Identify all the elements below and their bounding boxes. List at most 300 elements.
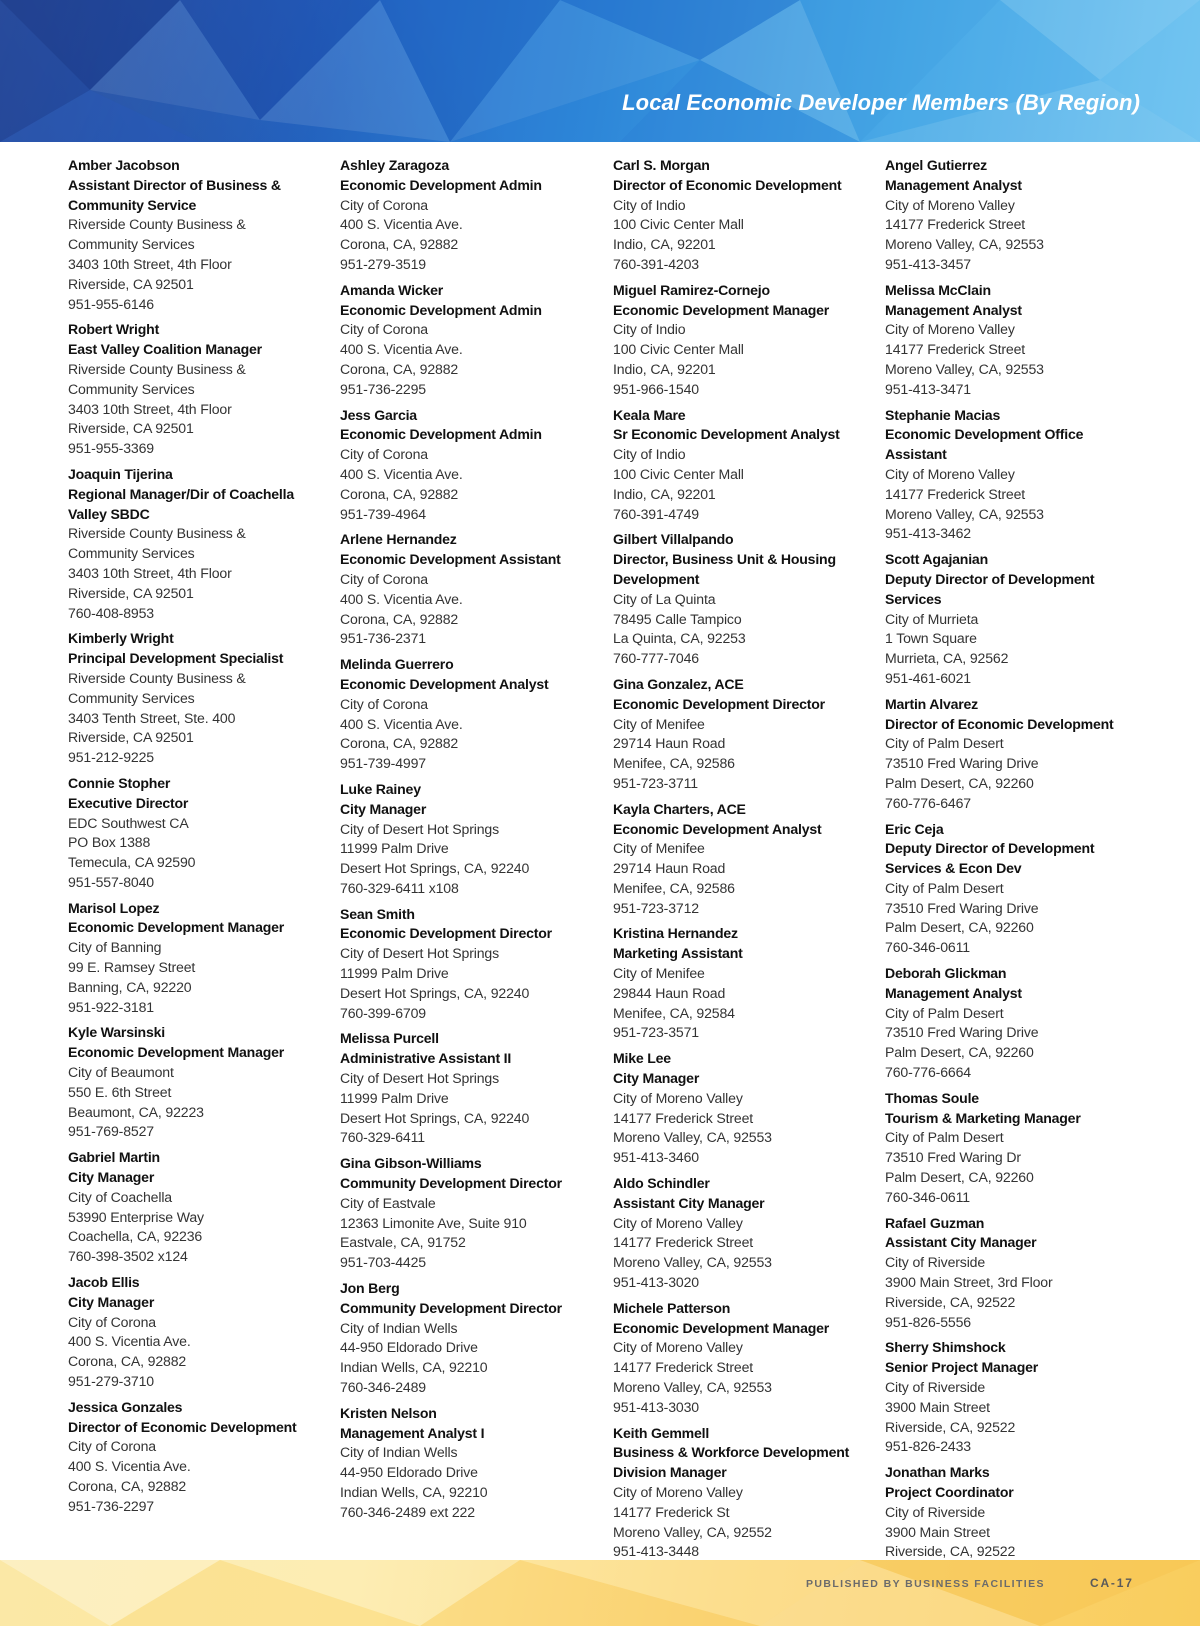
member-phone: 951-736-2297 [68,1497,154,1514]
member-name: Melissa McClain [885,281,991,298]
member-entry [68,899,336,1018]
member-name: Jon Berg [340,1280,400,1297]
member-organization: City of Indio [613,321,686,338]
member-organization: City of Menifee [613,965,705,982]
member-organization: City of Menifee [613,715,705,732]
member-address-line: Moreno Valley, CA, 92553 [885,505,1044,522]
member-address-line: 3403 10th Street, 4th Floor [68,564,232,581]
member-address-line: 78495 Calle Tampico [613,610,742,627]
member-title: Director of Economic Development [885,715,1114,732]
member-entry [68,1273,336,1392]
member-entry [885,1089,1153,1208]
member-title: Tourism & Marketing Manager [885,1109,1081,1126]
member-organization: City of Corona [68,1438,156,1455]
member-address-line: Riverside, CA, 92522 [885,1543,1016,1560]
member-entry [613,530,881,669]
member-title: Economic Development Admin [340,426,542,443]
member-address-line: Community Services [68,689,195,706]
member-organization: Riverside County Business & [68,216,246,233]
member-title: Economic Development Manager [68,919,285,936]
member-title: Development [613,570,700,587]
member-address-line: 14177 Frederick Street [885,341,1026,358]
member-address-line: Palm Desert, CA, 92260 [885,1169,1034,1186]
member-organization: City of Riverside [885,1379,986,1396]
member-address-line: 99 E. Ramsey Street [68,959,196,976]
member-organization: City of Corona [340,321,428,338]
member-address-line: 73510 Fred Waring Dr [885,1149,1021,1166]
member-name: Keala Mare [613,406,686,423]
member-address-line: 3900 Main Street [885,1398,990,1415]
member-entry [885,281,1153,400]
member-title: Assistant City Manager [613,1194,765,1211]
directory-column [68,156,336,1523]
member-name: Keith Gemmell [613,1424,710,1441]
member-phone: 951-279-3519 [340,255,426,272]
member-phone: 760-408-8953 [68,604,154,621]
member-title: Economic Development Director [340,925,552,942]
member-address-line: Riverside, CA 92501 [68,584,194,601]
member-organization: City of Indio [613,196,686,213]
member-name: Jonathan Marks [885,1464,990,1481]
member-address-line: Corona, CA, 92882 [340,735,459,752]
member-entry [613,1424,881,1563]
member-organization: City of Menifee [613,840,705,857]
member-entry [340,1154,608,1273]
member-phone: 951-413-3448 [613,1543,699,1560]
member-title: Community Service [68,196,197,213]
member-name: Melissa Purcell [340,1030,439,1047]
member-address-line: 14177 Frederick Street [613,1234,754,1251]
member-address-line: 29714 Haun Road [613,860,726,877]
member-name: Eric Ceja [885,820,944,837]
footer-banner [0,1560,1200,1626]
member-phone: 760-399-6709 [340,1004,426,1021]
member-address-line: Corona, CA, 92882 [340,485,459,502]
member-entry [885,1338,1153,1457]
footer-polygon-pattern [0,1560,1200,1626]
member-entry [340,1279,608,1398]
member-entry [68,1023,336,1142]
member-organization: City of Palm Desert [885,879,1004,896]
member-organization: City of Moreno Valley [613,1089,743,1106]
member-title: Assistant City Manager [885,1234,1037,1251]
member-name: Miguel Ramirez-Cornejo [613,281,770,298]
member-name: Kimberly Wright [68,630,174,647]
member-title: Economic Development Assistant [340,551,561,568]
member-address-line: Palm Desert, CA, 92260 [885,919,1034,936]
member-phone: 951-826-5556 [885,1313,971,1330]
member-entry [885,550,1153,689]
member-entry [613,281,881,400]
member-address-line: Community Services [68,545,195,562]
member-address-line: Moreno Valley, CA, 92553 [885,360,1044,377]
member-address-line: 11999 Palm Drive [340,840,449,857]
member-title: Senior Project Manager [885,1359,1039,1376]
member-name: Jess Garcia [340,406,417,423]
member-address-line: Moreno Valley, CA, 92553 [613,1254,772,1271]
member-address-line: Moreno Valley, CA, 92552 [613,1523,772,1540]
member-phone: 760-329-6411 x108 [340,879,459,896]
member-address-line: 100 Civic Center Mall [613,216,744,233]
member-phone: 951-955-3369 [68,440,154,457]
member-address-line: Corona, CA, 92882 [340,360,459,377]
member-address-line: 3900 Main Street, 3rd Floor [885,1274,1053,1291]
member-name: Thomas Soule [885,1089,979,1106]
member-phone: 951-736-2371 [340,630,426,647]
member-address-line: Temecula, CA 92590 [68,854,196,871]
member-title: Community Development Director [340,1299,562,1316]
member-address-line: 1 Town Square [885,630,977,647]
member-title: City Manager [68,1293,155,1310]
member-title: Administrative Assistant II [340,1050,512,1067]
member-address-line: 14177 Frederick Street [613,1359,754,1376]
member-title: Economic Development Admin [340,176,542,193]
member-organization: City of Banning [68,939,162,956]
member-phone: 951-739-4964 [340,505,426,522]
member-title: Director of Economic Development [613,176,842,193]
member-organization: City of Eastvale [340,1194,436,1211]
member-entry [340,156,608,275]
member-entry [340,530,608,649]
member-entry [68,1398,336,1517]
member-entry [68,156,336,314]
member-address-line: La Quinta, CA, 92253 [613,630,746,647]
member-organization: City of Moreno Valley [885,321,1015,338]
member-address-line: Palm Desert, CA, 92260 [885,1044,1034,1061]
member-title: Director of Economic Development [68,1418,297,1435]
member-organization: City of Moreno Valley [885,465,1015,482]
member-phone: 951-723-3712 [613,899,699,916]
page-number: CA-17 [1090,1576,1134,1590]
member-phone: 951-723-3711 [613,774,698,791]
member-organization: City of Palm Desert [885,1129,1004,1146]
member-entry [68,465,336,623]
member-name: Angel Gutierrez [885,157,987,173]
member-address-line: 400 S. Vicentia Ave. [340,216,463,233]
member-title: Deputy Director of Development [885,570,1095,587]
member-address-line: Desert Hot Springs, CA, 92240 [340,860,530,877]
member-address-line: Corona, CA, 92882 [340,236,459,253]
member-address-line: Indio, CA, 92201 [613,236,716,253]
member-organization: City of Indian Wells [340,1319,458,1336]
member-name: Sean Smith [340,905,415,922]
member-title: Economic Development Office [885,426,1084,443]
member-title: City Manager [68,1169,155,1186]
member-entry [613,1049,881,1168]
member-phone: 760-346-0611 [885,939,970,956]
member-phone: 760-346-2489 [340,1379,426,1396]
member-title: Management Analyst [885,301,1022,318]
member-organization: City of Murrieta [885,610,979,627]
member-title: City Manager [613,1070,700,1087]
member-title: Executive Director [68,794,189,811]
member-address-line: 400 S. Vicentia Ave. [340,590,463,607]
member-organization: City of Coachella [68,1188,172,1205]
member-phone: 951-736-2295 [340,380,426,397]
member-address-line: Corona, CA, 92882 [68,1478,187,1494]
member-organization: City of Corona [340,570,428,587]
member-title: Division Manager [613,1464,727,1481]
member-entry [613,156,881,275]
member-phone: 760-391-4203 [613,255,699,272]
member-address-line: Menifee, CA, 92584 [613,1004,735,1021]
member-title: Services & Econ Dev [885,860,1022,877]
member-title: East Valley Coalition Manager [68,341,262,358]
member-address-line: Coachella, CA, 92236 [68,1228,203,1245]
member-entry [68,1148,336,1267]
member-name: Kyle Warsinski [68,1024,165,1041]
member-name: Connie Stopher [68,774,171,791]
member-address-line: 44-950 Eldorado Drive [340,1464,478,1481]
member-phone: 951-413-3462 [885,525,971,542]
member-title: Assistant [885,446,947,463]
member-address-line: 14177 Frederick Street [885,216,1026,233]
member-address-line: 550 E. 6th Street [68,1083,172,1100]
member-name: Martin Alvarez [885,695,979,712]
member-title: Economic Development Manager [613,301,830,318]
member-title: Economic Development Analyst [340,675,549,692]
member-phone: 760-346-0611 [885,1188,970,1205]
member-entry [340,1404,608,1523]
member-address-line: Palm Desert, CA, 92260 [885,774,1034,791]
member-address-line: 3900 Main Street [885,1523,990,1540]
member-address-line: 12363 Limonite Ave, Suite 910 [340,1214,527,1231]
member-address-line: 29844 Haun Road [613,984,726,1001]
page-title: Local Economic Developer Members (By Region) [622,90,1140,115]
member-address-line: Community Services [68,236,195,253]
member-address-line: 400 S. Vicentia Ave. [68,1458,191,1475]
member-title: Services [885,590,942,607]
member-address-line: Moreno Valley, CA, 92553 [885,236,1044,253]
member-title: Management Analyst [885,984,1022,1001]
member-address-line: 100 Civic Center Mall [613,465,744,482]
member-phone: 760-398-3502 x124 [68,1248,188,1265]
member-address-line: 11999 Palm Drive [340,965,449,982]
member-name: Amber Jacobson [68,157,180,173]
member-organization: City of Desert Hot Springs [340,945,500,962]
member-title: Economic Development Admin [340,301,542,318]
member-name: Scott Agajanian [885,551,988,568]
member-address-line: 100 Civic Center Mall [613,341,744,358]
member-entry [340,406,608,525]
member-entry [885,1214,1153,1333]
member-title: Director, Business Unit & Housing [613,551,836,568]
member-address-line: 400 S. Vicentia Ave. [340,715,463,732]
member-title: Economic Development Director [613,695,825,712]
member-organization: City of Moreno Valley [613,1484,743,1500]
member-organization: City of Desert Hot Springs [340,820,500,837]
member-organization: City of Beaumont [68,1064,174,1081]
member-entry [613,675,881,794]
member-organization: City of Corona [340,695,428,712]
member-organization: City of Indian Wells [340,1444,458,1461]
member-organization: City of Corona [340,196,428,213]
member-phone: 951-413-3030 [613,1398,699,1415]
member-address-line: Moreno Valley, CA, 92553 [613,1129,772,1146]
member-title: Management Analyst [885,176,1022,193]
member-address-line: 400 S. Vicentia Ave. [340,341,463,358]
member-organization: City of Desert Hot Springs [340,1070,500,1087]
member-address-line: 53990 Enterprise Way [68,1208,204,1225]
member-phone: 951-769-8527 [68,1123,154,1140]
member-address-line: Desert Hot Springs, CA, 92240 [340,1109,530,1126]
member-title: Economic Development Manager [68,1044,285,1061]
member-entry [885,695,1153,814]
member-address-line: 14177 Frederick Street [613,1109,754,1126]
member-organization: City of Indio [613,446,686,463]
member-address-line: Riverside, CA 92501 [68,420,194,437]
member-name: Joaquin Tijerina [68,465,173,482]
member-address-line: 3403 10th Street, 4th Floor [68,255,232,272]
member-address-line: Indian Wells, CA, 92210 [340,1484,488,1500]
member-name: Luke Rainey [340,780,421,797]
member-address-line: Menifee, CA, 92586 [613,879,735,896]
header-banner [0,0,1200,142]
member-organization: City of Riverside [885,1254,986,1271]
member-title: Valley SBDC [68,505,150,522]
member-name: Melinda Guerrero [340,656,454,673]
member-entry [885,820,1153,959]
member-address-line: Beaumont, CA, 92223 [68,1103,204,1120]
member-title: Economic Development Manager [613,1319,830,1336]
member-title: Project Coordinator [885,1484,1014,1500]
member-name: Sherry Shimshock [885,1339,1006,1356]
publisher-credit: PUBLISHED BY BUSINESS FACILITIES [806,1578,1045,1590]
member-address-line: 11999 Palm Drive [340,1089,449,1106]
member-address-line: 3403 10th Street, 4th Floor [68,400,232,417]
member-organization: Riverside County Business & [68,669,246,686]
member-organization: City of La Quinta [613,590,716,607]
member-address-line: 73510 Fred Waring Drive [885,755,1039,772]
member-name: Arlene Hernandez [340,531,457,548]
member-organization: EDC Southwest CA [68,814,189,831]
member-phone: 951-826-2433 [885,1438,971,1455]
member-address-line: Moreno Valley, CA, 92553 [613,1379,772,1396]
member-entry [340,905,608,1024]
member-name: Jacob Ellis [68,1274,140,1291]
member-address-line: Menifee, CA, 92586 [613,755,735,772]
member-phone: 951-966-1540 [613,380,699,397]
member-title: Principal Development Specialist [68,650,284,667]
member-phone: 951-212-9225 [68,749,154,766]
member-name: Gabriel Martin [68,1149,160,1166]
member-phone: 951-461-6021 [885,669,971,686]
member-organization: Riverside County Business & [68,525,246,542]
member-entry [885,406,1153,545]
member-entry [613,924,881,1043]
member-phone: 760-391-4749 [613,505,699,522]
member-name: Aldo Schindler [613,1175,710,1192]
member-title: Community Development Director [340,1175,562,1192]
member-organization: City of Riverside [885,1503,986,1520]
member-name: Gilbert Villalpando [613,531,734,548]
member-entry [613,406,881,525]
member-address-line: 14177 Frederick St [613,1503,730,1520]
member-phone: 951-413-3460 [613,1149,699,1166]
member-entry [68,629,336,768]
directory-column [340,156,608,1529]
member-title: City Manager [340,800,427,817]
member-phone: 951-922-3181 [68,998,154,1015]
directory-column [885,156,1153,1588]
member-address-line: 400 S. Vicentia Ave. [340,465,463,482]
member-name: Carl S. Morgan [613,157,710,173]
member-title: Deputy Director of Development [885,840,1095,857]
member-phone: 951-557-8040 [68,873,154,890]
member-phone: 951-413-3457 [885,255,971,272]
member-name: Amanda Wicker [340,281,444,298]
member-phone: 760-346-2489 ext 222 [340,1503,475,1520]
member-address-line: 73510 Fred Waring Drive [885,1024,1039,1041]
member-phone: 760-777-7046 [613,650,699,667]
member-address-line: 3403 Tenth Street, Ste. 400 [68,709,236,726]
member-address-line: Eastvale, CA, 91752 [340,1234,466,1251]
member-organization: City of Moreno Valley [613,1214,743,1231]
member-phone: 951-413-3020 [613,1274,699,1291]
member-phone: 760-776-6664 [885,1064,971,1081]
member-phone: 951-955-6146 [68,295,154,312]
member-title: Business & Workforce Development [613,1444,850,1461]
member-phone: 760-776-6467 [885,794,971,811]
member-entry [340,1029,608,1148]
member-directory [68,156,1148,1560]
member-entry [613,1174,881,1293]
member-title: Regional Manager/Dir of Coachella [68,485,294,502]
member-address-line: 73510 Fred Waring Drive [885,899,1039,916]
member-organization: City of Corona [68,1313,156,1330]
member-name: Stephanie Macias [885,406,1001,423]
member-name: Kayla Charters, ACE [613,800,746,817]
member-name: Gina Gonzalez, ACE [613,675,744,692]
member-organization: City of Moreno Valley [885,196,1015,213]
member-organization: City of Palm Desert [885,1004,1004,1021]
member-organization: City of Palm Desert [885,735,1004,752]
member-name: Jessica Gonzales [68,1398,183,1415]
member-name: Marisol Lopez [68,899,160,916]
member-name: Kristina Hernandez [613,925,738,942]
member-entry [885,964,1153,1083]
member-entry [885,156,1153,275]
member-address-line: Indio, CA, 92201 [613,485,716,502]
member-name: Mike Lee [613,1050,671,1067]
member-name: Michele Patterson [613,1299,731,1316]
member-address-line: Indian Wells, CA, 92210 [340,1359,488,1376]
member-address-line: 44-950 Eldorado Drive [340,1339,478,1356]
member-address-line: Riverside, CA 92501 [68,275,194,292]
member-address-line: Banning, CA, 92220 [68,978,192,995]
member-address-line: 29714 Haun Road [613,735,726,752]
member-name: Robert Wright [68,321,160,338]
member-title: Management Analyst I [340,1424,485,1441]
member-entry [613,1299,881,1418]
member-address-line: Riverside, CA, 92522 [885,1418,1016,1435]
member-address-line: Corona, CA, 92882 [68,1353,187,1370]
directory-column [613,156,881,1568]
member-title: Assistant Director of Business & [68,176,281,193]
member-title: Marketing Assistant [613,945,743,962]
member-phone: 951-739-4997 [340,755,426,772]
member-title: Sr Economic Development Analyst [613,426,840,443]
member-address-line: Indio, CA, 92201 [613,360,716,377]
member-phone: 951-703-4425 [340,1254,426,1271]
member-entry [340,780,608,899]
member-name: Kristen Nelson [340,1404,437,1421]
member-organization: City of Corona [340,446,428,463]
member-address-line: Riverside, CA 92501 [68,729,194,746]
member-name: Gina Gibson-Williams [340,1155,482,1172]
member-name: Ashley Zaragoza [340,157,450,173]
member-entry [68,320,336,459]
